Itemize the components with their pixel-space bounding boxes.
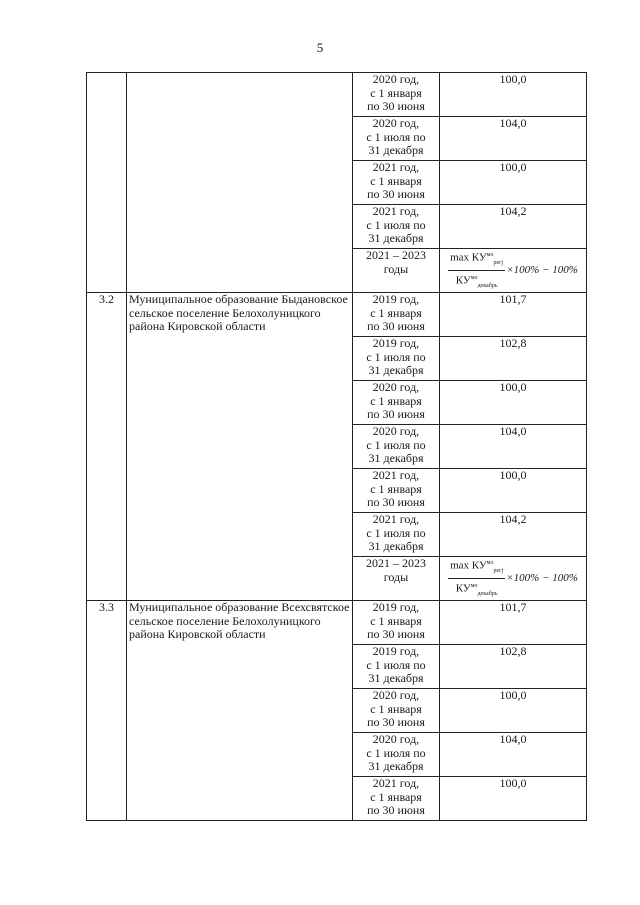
period-cell (353, 337, 440, 381)
value-cell: 100,0 (440, 73, 587, 117)
table-body (87, 73, 587, 821)
period-line: 2020 год, (372, 72, 420, 86)
value-cell: 100,0 (440, 381, 587, 425)
period-cell (353, 161, 440, 205)
value-cell: 101,7 (440, 293, 587, 337)
formula-denominator-sub: декабрь (477, 590, 498, 597)
period-cell (353, 645, 440, 689)
period-line: по 30 июня (367, 187, 425, 201)
period-cell (353, 205, 440, 249)
formula-numerator-sup: мо (486, 560, 494, 567)
period-line: 2019 год, (372, 292, 420, 306)
period-line: 2021 год, (372, 160, 420, 174)
period-cell (353, 73, 440, 117)
municipality-name: Муниципальное образование Всехсвятское сельское поселение Белохолуницкого района Кировской области (127, 601, 353, 821)
period-cell (353, 601, 440, 645)
value-cell: 100,0 (440, 777, 587, 821)
formula-numerator-sub: pегj (493, 568, 504, 574)
period-line: 2020 год, (372, 732, 420, 746)
formula-numerator (448, 557, 505, 579)
period-line: 31 декабря (368, 539, 424, 553)
formula-numerator (448, 249, 505, 271)
period-cell (353, 513, 440, 557)
section-number: 3.2 (87, 293, 127, 601)
period-line: 2021 – 2023 (366, 248, 426, 262)
period-line: с 1 января (370, 305, 422, 320)
formula-numerator-main: max КУ (450, 559, 487, 572)
period-line: по 30 июня (367, 407, 425, 421)
value-cell: 102,8 (440, 337, 587, 381)
page-number: 5 (316, 40, 324, 55)
table-row (87, 293, 587, 337)
period-cell (353, 249, 440, 293)
period-cell (353, 469, 440, 513)
period-line: по 30 июня (367, 99, 425, 113)
period-line: по 30 июня (367, 319, 425, 333)
municipality-name: Муниципальное образование Быдановское сельское поселение Белохолуницкого района Кировской области (127, 293, 353, 601)
formula-denominator-main: КУ (455, 582, 471, 595)
period-line: с 1 июля по (366, 437, 426, 452)
period-line: 2020 год, (372, 424, 420, 438)
period-line: с 1 января (370, 173, 422, 188)
period-line: годы (383, 261, 409, 276)
period-line: 2020 год, (372, 688, 420, 702)
period-line: 2019 год, (372, 600, 420, 614)
period-line: с 1 июля по (366, 525, 426, 540)
tariff-table (86, 72, 587, 821)
period-line: 2019 год, (372, 644, 420, 658)
value-cell: 104,2 (440, 205, 587, 249)
period-line: 31 декабря (368, 451, 424, 465)
period-cell (353, 733, 440, 777)
period-line: по 30 июня (367, 803, 425, 817)
formula-fraction (448, 249, 505, 292)
period-line: 2020 год, (372, 380, 420, 394)
period-cell (353, 381, 440, 425)
period-line: 31 декабря (368, 231, 424, 245)
formula-denominator-main: КУ (455, 274, 471, 287)
period-line: по 30 июня (367, 627, 425, 641)
period-cell (353, 689, 440, 733)
period-line: с 1 января (370, 85, 422, 100)
formula-numerator-sup: мо (486, 252, 494, 259)
formula-denominator-sup: мо (470, 275, 478, 281)
formula-rest: ×100% − 100% (506, 263, 578, 276)
period-cell (353, 777, 440, 821)
value-cell: 101,7 (440, 601, 587, 645)
value-cell: 104,0 (440, 733, 587, 777)
period-cell (353, 117, 440, 161)
period-line: с 1 июля по (366, 217, 426, 232)
period-line: 2020 год, (372, 116, 420, 130)
section-number: 3.3 (87, 601, 127, 821)
period-line: годы (383, 569, 409, 584)
value-cell: 102,8 (440, 645, 587, 689)
period-line: с 1 января (370, 789, 422, 804)
period-line: 2021 год, (372, 468, 420, 482)
formula (440, 557, 586, 600)
formula-fraction (448, 557, 505, 600)
value-cell: 100,0 (440, 161, 587, 205)
period-line: с 1 июля по (366, 129, 426, 144)
value-cell: 104,2 (440, 513, 587, 557)
period-line: 2019 год, (372, 336, 420, 350)
formula-denominator-sub: декабрь (477, 282, 498, 289)
period-line: с 1 января (370, 481, 422, 496)
formula-denominator (454, 579, 500, 600)
period-line: 31 декабря (368, 363, 424, 377)
section-number (87, 73, 127, 293)
value-cell (440, 557, 587, 601)
formula-numerator-sub: pегj (493, 260, 504, 266)
period-line: по 30 июня (367, 715, 425, 729)
period-line: по 30 июня (367, 495, 425, 509)
period-cell (353, 557, 440, 601)
value-cell: 104,0 (440, 425, 587, 469)
period-line: с 1 июля по (366, 349, 426, 364)
value-cell: 104,0 (440, 117, 587, 161)
value-cell: 100,0 (440, 689, 587, 733)
period-cell (353, 293, 440, 337)
formula-denominator (454, 271, 500, 292)
formula-rest: ×100% − 100% (506, 571, 578, 584)
period-line: с 1 января (370, 613, 422, 628)
period-line: с 1 января (370, 393, 422, 408)
period-line: 2021 год, (372, 776, 420, 790)
formula-denominator-sup: мо (470, 583, 478, 589)
period-line: 2021 год, (372, 512, 420, 526)
table-row (87, 73, 587, 117)
period-line: 31 декабря (368, 143, 424, 157)
period-line: 31 декабря (368, 671, 424, 685)
period-line: 31 декабря (368, 759, 424, 773)
period-line: с 1 июля по (366, 657, 426, 672)
value-cell (440, 249, 587, 293)
formula (440, 249, 586, 292)
period-line: 2021 год, (372, 204, 420, 218)
period-cell (353, 425, 440, 469)
table-row (87, 601, 587, 645)
value-cell: 100,0 (440, 469, 587, 513)
period-line: с 1 января (370, 701, 422, 716)
municipality-name (127, 73, 353, 293)
formula-numerator-main: max КУ (450, 251, 487, 264)
period-line: 2021 – 2023 (366, 556, 426, 570)
period-line: с 1 июля по (366, 745, 426, 760)
